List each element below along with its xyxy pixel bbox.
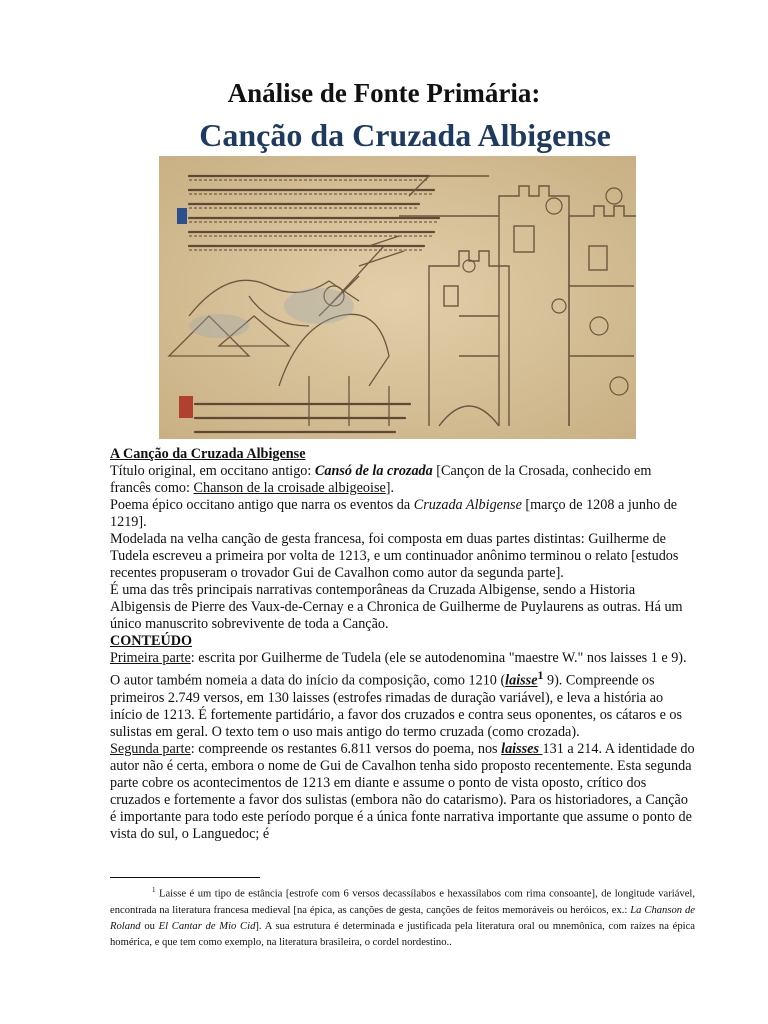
footnote-ref[interactable]: 1 [537, 668, 544, 682]
footnote-number: 1 [152, 886, 156, 894]
paragraph-narratives: É uma das três principais narrativas contemporâneas da Cruzada Albigense, sendo a Historia Albigensis de Pierre des Vaux-de-Cernay e a Chronica de Guilherme de Puylaurens as outras. Há um único manuscrito sobrevivente de toda a Canção. [110, 582, 683, 632]
paragraph-epic: Poema épico occitano antigo que narra os eventos da Cruzada Albigense [março de 1208 a junho de 1219]. [110, 497, 678, 530]
footnote-separator [110, 877, 260, 878]
paragraph-part2: Segunda parte: compreende os restantes 6.811 versos do poema, nos laisses 131 a 214. A identidade do autor não é certa, embora o nome de Gui de Cavalhon tenha sido proposto recentemente. Esta segunda parte cobre os acontecimentos de 1213 em diante e assume o ponto de vista oposto, crítico dos cruzados e fortemente a favor dos sulistas (embora não do catarismo). Para os historiadores, a Canção é importante para todo este período porque é a única fonte narrativa importante que assume o ponto de vista do sul, o Languedoc; é [110, 740, 695, 842]
paragraph-title: Título original, em occitano antigo: Cansó de la crozada [Cançon de la Crosada, conhecido em francês como: Chanson de la croisade albigeoise]. [110, 463, 652, 496]
content-heading: CONTEÚDO [110, 633, 192, 649]
article-body [110, 446, 695, 843]
french-title-link[interactable]: Chanson de la croisade albigeoise [193, 480, 386, 496]
page-title: Análise de Fonte Primária: [227, 78, 541, 108]
manuscript-illustration [159, 156, 636, 439]
paragraph-part1: Primeira parte: escrita por Guilherme de Tudela (ele se autodenomina "maestre W." nos laisses 1 e 9). O autor também nomeia a data do início da composição, como 1210 (laisse$^1$ 9). Compreende os primeiros 2.749 versos, em 130 laisses (estrofes rimadas de duração variável), e leva a história ao início de 1213. É fortemente partidário, a favor dos cruzados e contra seus oponentes, os cátaros e os sulistas em geral. O texto tem o uso mais antigo do termo cruzada (como crozada). [110, 650, 687, 740]
section-heading: A Canção da Cruzada Albigense [110, 446, 306, 462]
paragraph-authors: Modelada na velha canção de gesta francesa, foi composta em duas partes distintas: Guilherme de Tudela escreveu a primeira por volta de 1213, e um continuador anônimo terminou o relato [estudos recentes propuseram o trovador Gui de Cavalhon como autor da segunda parte]. [110, 531, 679, 581]
footnote: $^1$ Laisse é um tipo de estância [estrofe com 6 versos decassílabos e hexassílabos com rima consoante], de longitude variável, encontrada na literatura francesa medieval [na épica, as canções de gesta, canções de feitos memoráveis ou heróicos, ex.: La Chanson de Roland ou El Cantar de Mio Cid]. A sua estrutura é determinada e justificada pela literatura oral ou mnemônica, com raízes na épica homérica, e que tem como exemplo, na literatura brasileira, o cordel nordestino.. [110, 886, 696, 948]
page-subtitle: Canção da Cruzada Albigense [199, 117, 611, 153]
original-title: Cansó de la crozada [314, 463, 433, 479]
